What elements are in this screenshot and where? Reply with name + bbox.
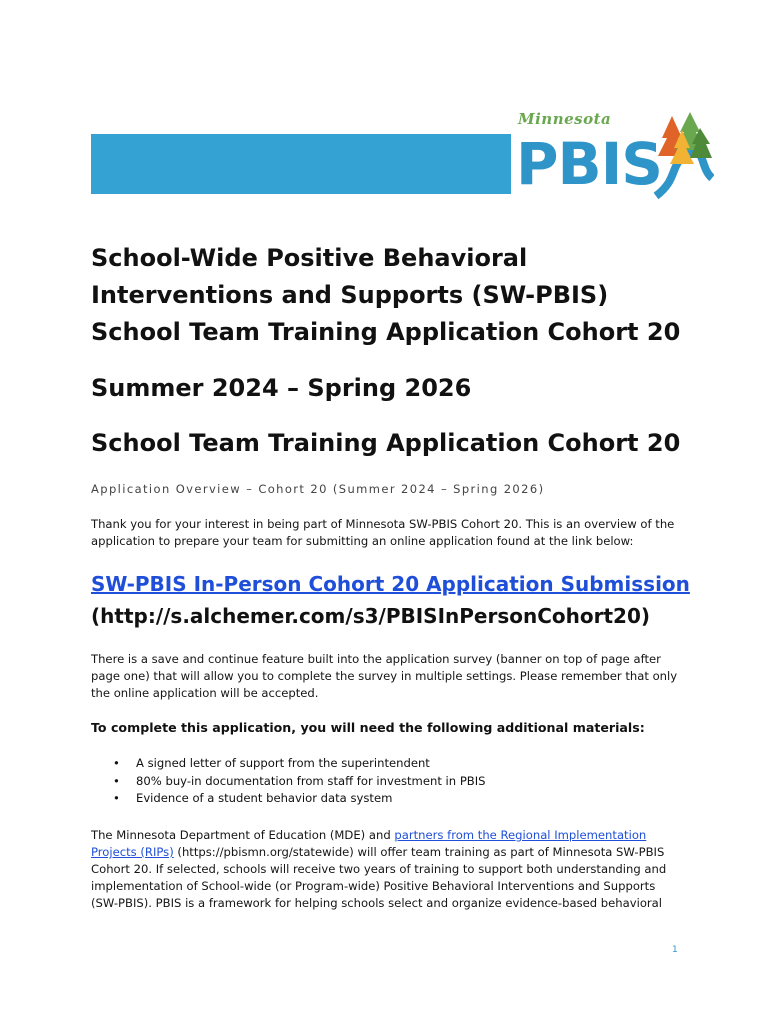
- list-item-text: 80% buy-in documentation from staff for investment in PBIS: [136, 773, 486, 788]
- minnesota-pbis-logo: [512, 104, 718, 200]
- list-item: [113, 755, 486, 773]
- list-item-text: A signed letter of support from the superintendent: [136, 756, 430, 770]
- bullet-icon: •: [113, 756, 120, 770]
- trees-icon: [650, 108, 714, 200]
- intro-paragraph: Thank you for your interest in being part of Minnesota SW-PBIS Cohort 20. This is an overview of the application to prepare your team for submitting an online application found at the link below:: [91, 517, 675, 548]
- logo-pbis-text: PBIS: [516, 130, 663, 198]
- header-banner-bar: [91, 134, 511, 194]
- page-number: 1: [672, 945, 678, 955]
- season-heading: Summer 2024 – Spring 2026: [91, 374, 472, 402]
- logo-state-text: Minnesota: [518, 110, 612, 128]
- application-submission-link[interactable]: SW-PBIS In-Person Cohort 20 Application Submission: [91, 572, 690, 596]
- application-url-text: (http://s.alchemer.com/s3/PBISInPersonCohort20): [91, 604, 651, 628]
- materials-heading: To complete this application, you will need the following additional materials:: [91, 720, 645, 735]
- bullet-icon: •: [113, 791, 120, 805]
- mde-paragraph: [91, 827, 681, 912]
- mde-text-after: (https://pbismn.org/statewide) will offer team training as part of Minnesota SW-PBIS Cohort 20. If selected, schools will receive two years of training to support both understanding and implementation of School-wide (or Program-wide) Positive Behavioral Interventions and Supports (SW-PBIS). PBIS is a framework for helping schools select and organize evidence-based behavioral: [91, 845, 667, 910]
- document-title: School-Wide Positive Behavioral Interventions and Supports (SW-PBIS) School Team Training Application Cohort 20: [91, 244, 681, 346]
- mde-text-before: The Minnesota Department of Education (MDE) and: [91, 828, 395, 842]
- bullet-icon: •: [113, 773, 120, 788]
- list-item-text: Evidence of a student behavior data system: [136, 791, 393, 805]
- team-heading: School Team Training Application Cohort 20: [91, 429, 681, 457]
- list-item: [113, 790, 486, 808]
- overview-heading: Application Overview – Cohort 20 (Summer 2024 – Spring 2026): [91, 482, 545, 496]
- list-item: [113, 773, 486, 791]
- materials-list: [113, 755, 486, 808]
- save-continue-paragraph: There is a save and continue feature built into the application survey (banner on top of page after page one) that will allow you to complete the survey in multiple settings. Please remember that only the online application will be accepted.: [91, 652, 678, 700]
- rip-partners-link[interactable]: partners from the Regional Implementation Projects (RIPs): [91, 828, 647, 859]
